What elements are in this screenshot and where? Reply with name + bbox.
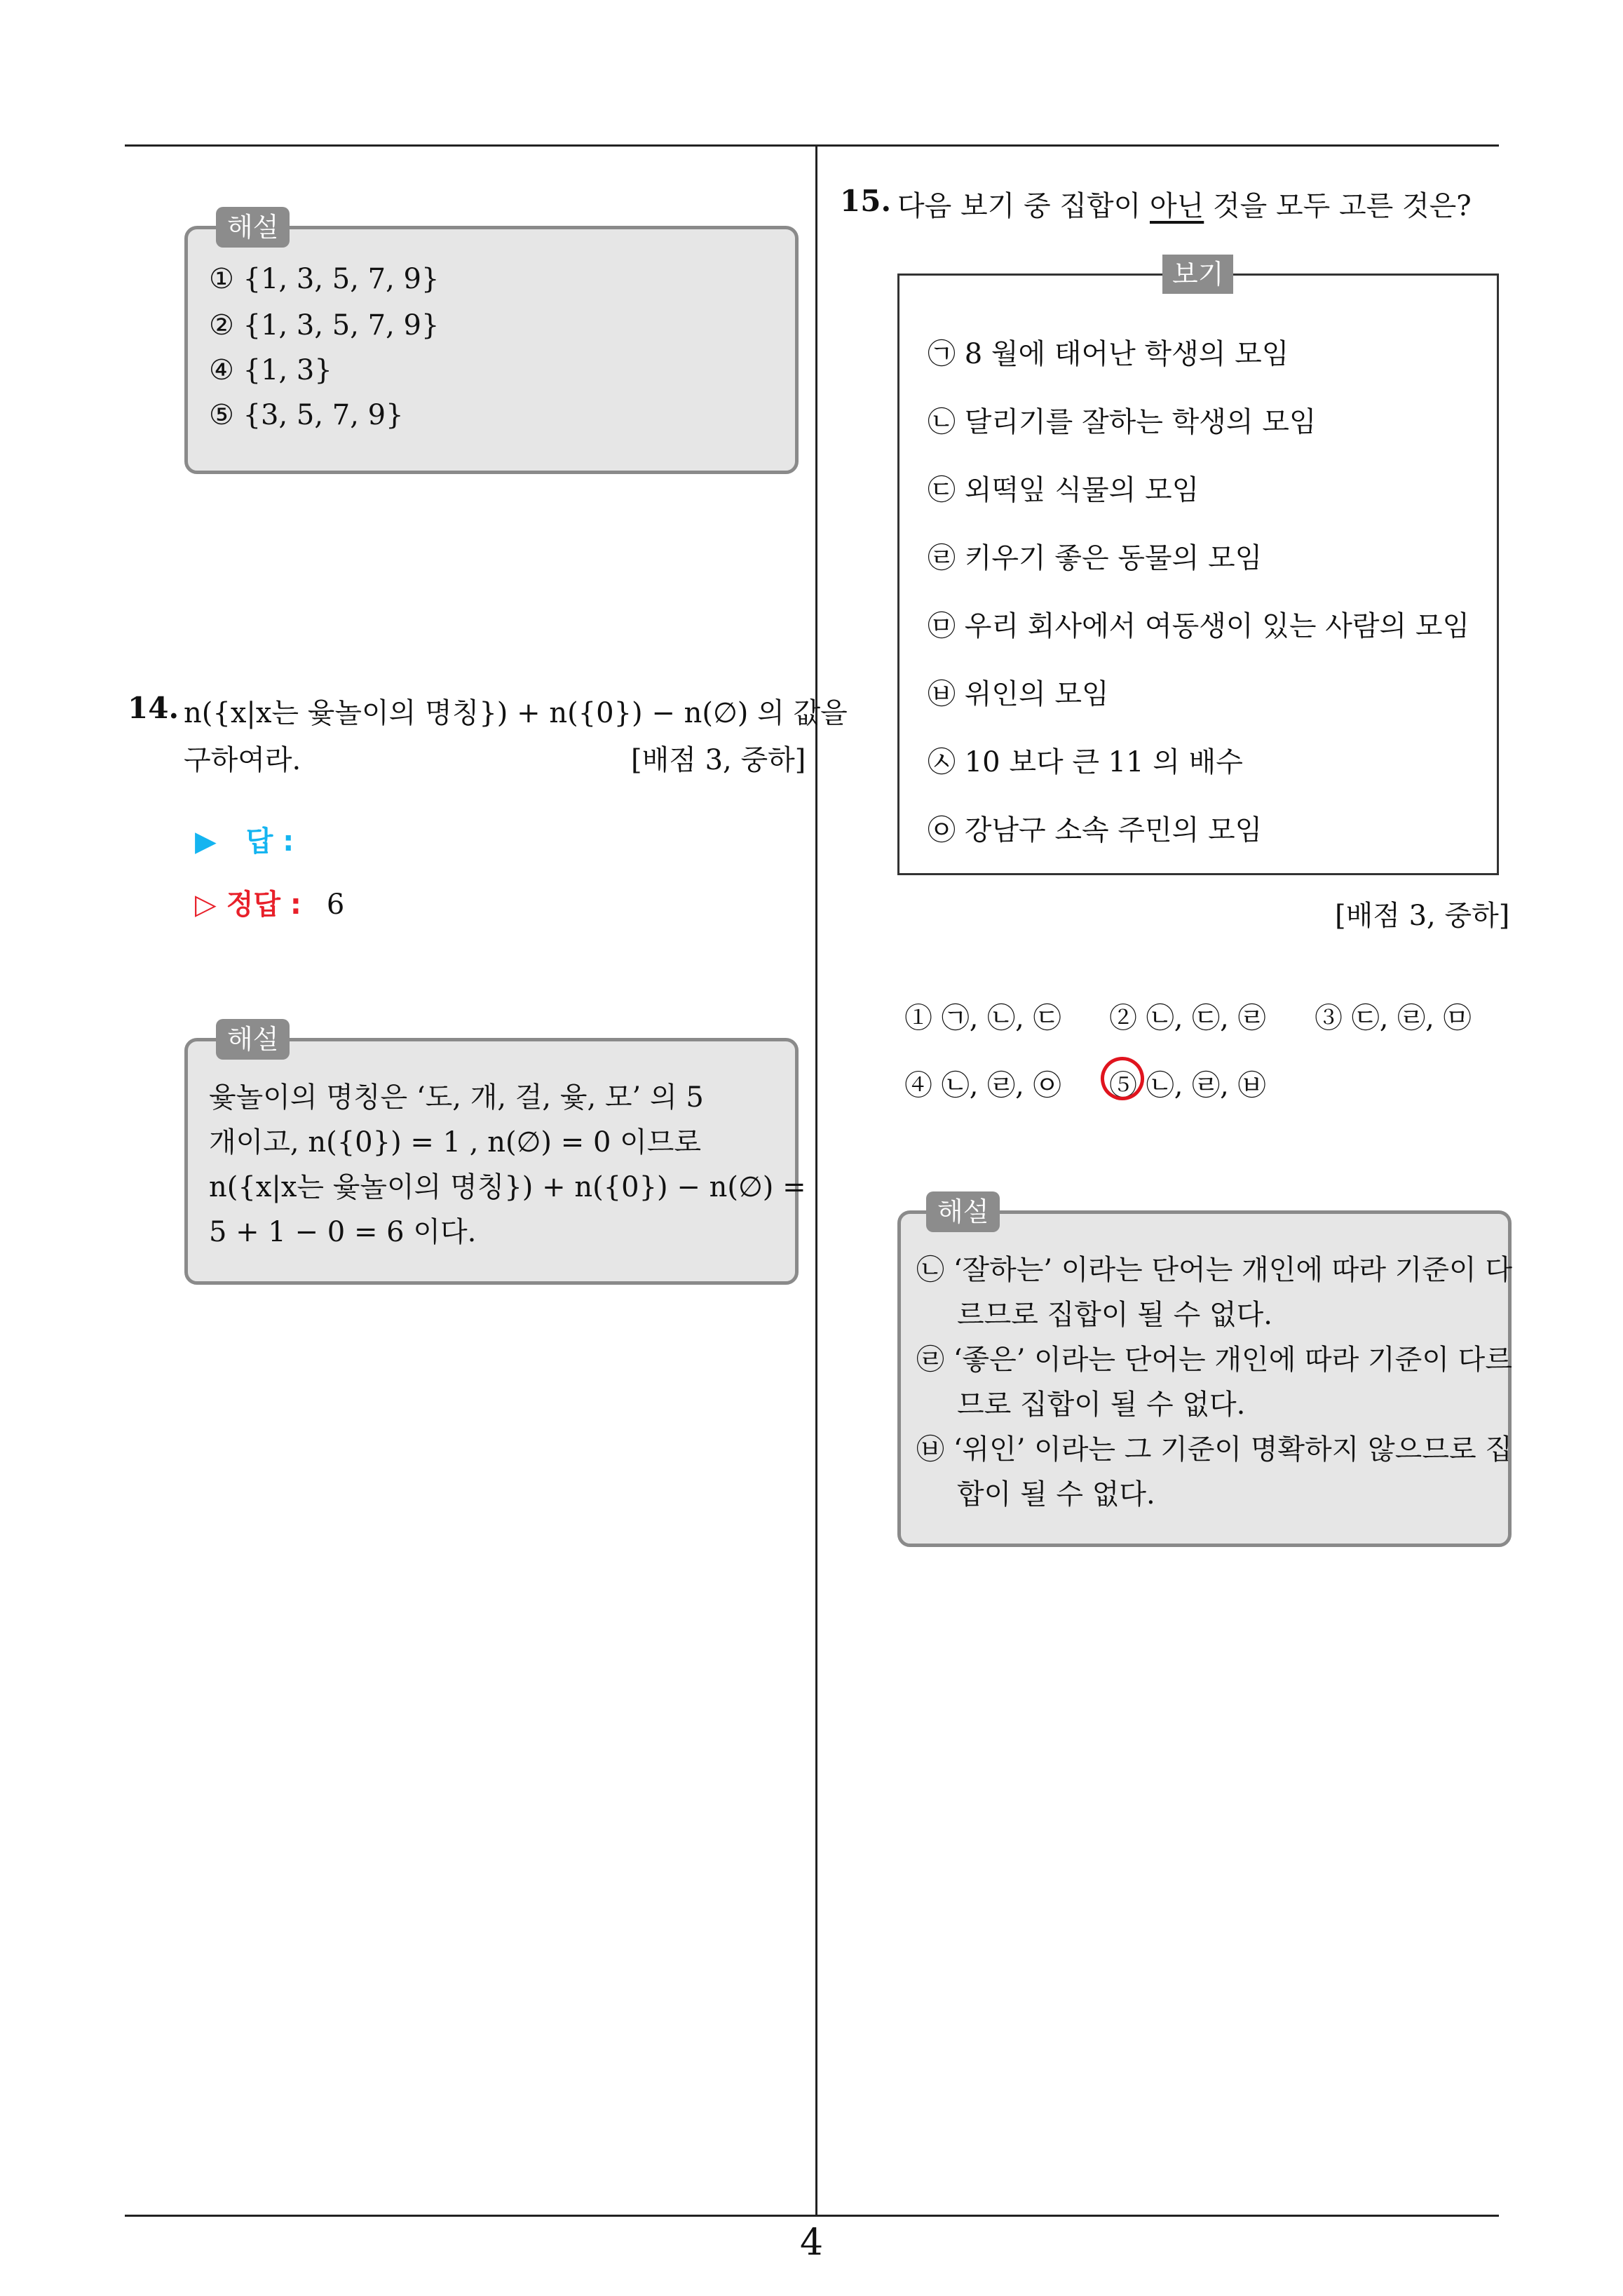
bogi-item: ㉦ 10 보다 큰 11 의 배수	[928, 746, 1243, 778]
bogi-item: ㉡ 달리기를 잘하는 학생의 모임	[928, 406, 1317, 438]
choice-1[interactable]: ① ㉠, ㉡, ㉢	[904, 1002, 1061, 1034]
question-14-text-line1: n({x|x는 윷놀이의 명칭}) + n({0}) − n(∅) 의 값을	[184, 697, 848, 729]
question-15-number: 15.	[840, 184, 892, 218]
bogi-item: ㉤ 우리 회사에서 여동생이 있는 사람의 모임	[928, 610, 1470, 642]
top-rule	[125, 144, 1499, 147]
question-14-points: [배점 3, 중하]	[631, 744, 806, 776]
choice-5[interactable]: ⑤ ㉡, ㉣, ㉥	[1109, 1069, 1266, 1102]
bogi-tag: 보기	[1162, 255, 1233, 294]
play-triangle-icon: ▶	[195, 825, 217, 858]
solution-line: ㉥ ‘위인’ 이라는 그 기준이 명확하지 않으므로 집	[916, 1433, 1512, 1466]
solution-line: n({x|x는 윷놀이의 명칭}) + n({0}) − n(∅) =	[209, 1171, 806, 1203]
correct-answer-label: 정답 :	[226, 889, 301, 921]
question-14-number: 14.	[128, 691, 179, 725]
solution-line: ④ {1, 3}	[209, 354, 332, 386]
answer-label: 답 :	[245, 825, 294, 858]
question-15-text-after: 것을 모두 고른 것은?	[1204, 190, 1472, 222]
solution-line: 르므로 집합이 될 수 없다.	[957, 1299, 1272, 1331]
correct-answer-value: 6	[326, 889, 345, 921]
page-number: 4	[799, 2222, 824, 2264]
bogi-item: ㉧ 강남구 소속 주민의 모임	[928, 814, 1263, 846]
question-15-text-before: 다음 보기 중 집합이	[897, 190, 1150, 222]
question-14-text-line2: 구하여라.	[184, 744, 301, 776]
choice-4[interactable]: ④ ㉡, ㉣, ㉧	[904, 1069, 1061, 1102]
bogi-item: ㉣ 키우기 좋은 동물의 모임	[928, 542, 1263, 574]
correct-answer-row	[195, 882, 344, 922]
solution-line: ⑤ {3, 5, 7, 9}	[209, 399, 404, 431]
solution-tag: 해설	[216, 1019, 290, 1060]
solution-tag: 해설	[216, 207, 290, 248]
bogi-box	[897, 259, 1499, 875]
bogi-item: ㉠ 8 월에 태어난 학생의 모임	[928, 338, 1289, 370]
solution-line: 합이 될 수 없다.	[957, 1478, 1155, 1511]
outline-triangle-icon: ▷	[195, 889, 217, 921]
solution-line: ② {1, 3, 5, 7, 9}	[209, 309, 440, 342]
column-divider	[815, 144, 817, 2216]
solution-line: ㉡ ‘잘하는’ 이라는 단어는 개인에 따라 기준이 다	[916, 1254, 1512, 1286]
question-15-points: [배점 3, 중하]	[1335, 900, 1510, 932]
solution-line: 윷놀이의 명칭은 ‘도, 개, 걸, 윷, 모’ 의 5	[209, 1081, 704, 1114]
bogi-item: ㉥ 위인의 모임	[928, 678, 1109, 710]
solution-line: 므로 집합이 될 수 없다.	[957, 1389, 1246, 1421]
choice-3[interactable]: ③ ㉢, ㉣, ㉤	[1315, 1002, 1472, 1034]
solution-tag: 해설	[926, 1191, 1000, 1232]
solution-line: 5 + 1 − 0 = 6 이다.	[209, 1216, 477, 1248]
answer-row	[195, 819, 294, 859]
bogi-item: ㉢ 외떡잎 식물의 모임	[928, 474, 1200, 506]
choice-2[interactable]: ② ㉡, ㉢, ㉣	[1109, 1002, 1266, 1034]
solution-line: 개이고, n({0}) = 1 , n(∅) = 0 이므로	[209, 1126, 702, 1159]
question-15-text	[897, 184, 1472, 224]
solution-box-14	[184, 1024, 806, 1285]
solution-line: ㉣ ‘좋은’ 이라는 단어는 개인에 따라 기준이 다르	[916, 1344, 1512, 1376]
question-15-text-underlined: 아닌	[1149, 190, 1204, 222]
bottom-rule	[125, 2215, 1499, 2217]
solution-box-15	[897, 1196, 1512, 1547]
solution-line: ① {1, 3, 5, 7, 9}	[209, 263, 440, 295]
solution-box-13	[184, 212, 799, 474]
